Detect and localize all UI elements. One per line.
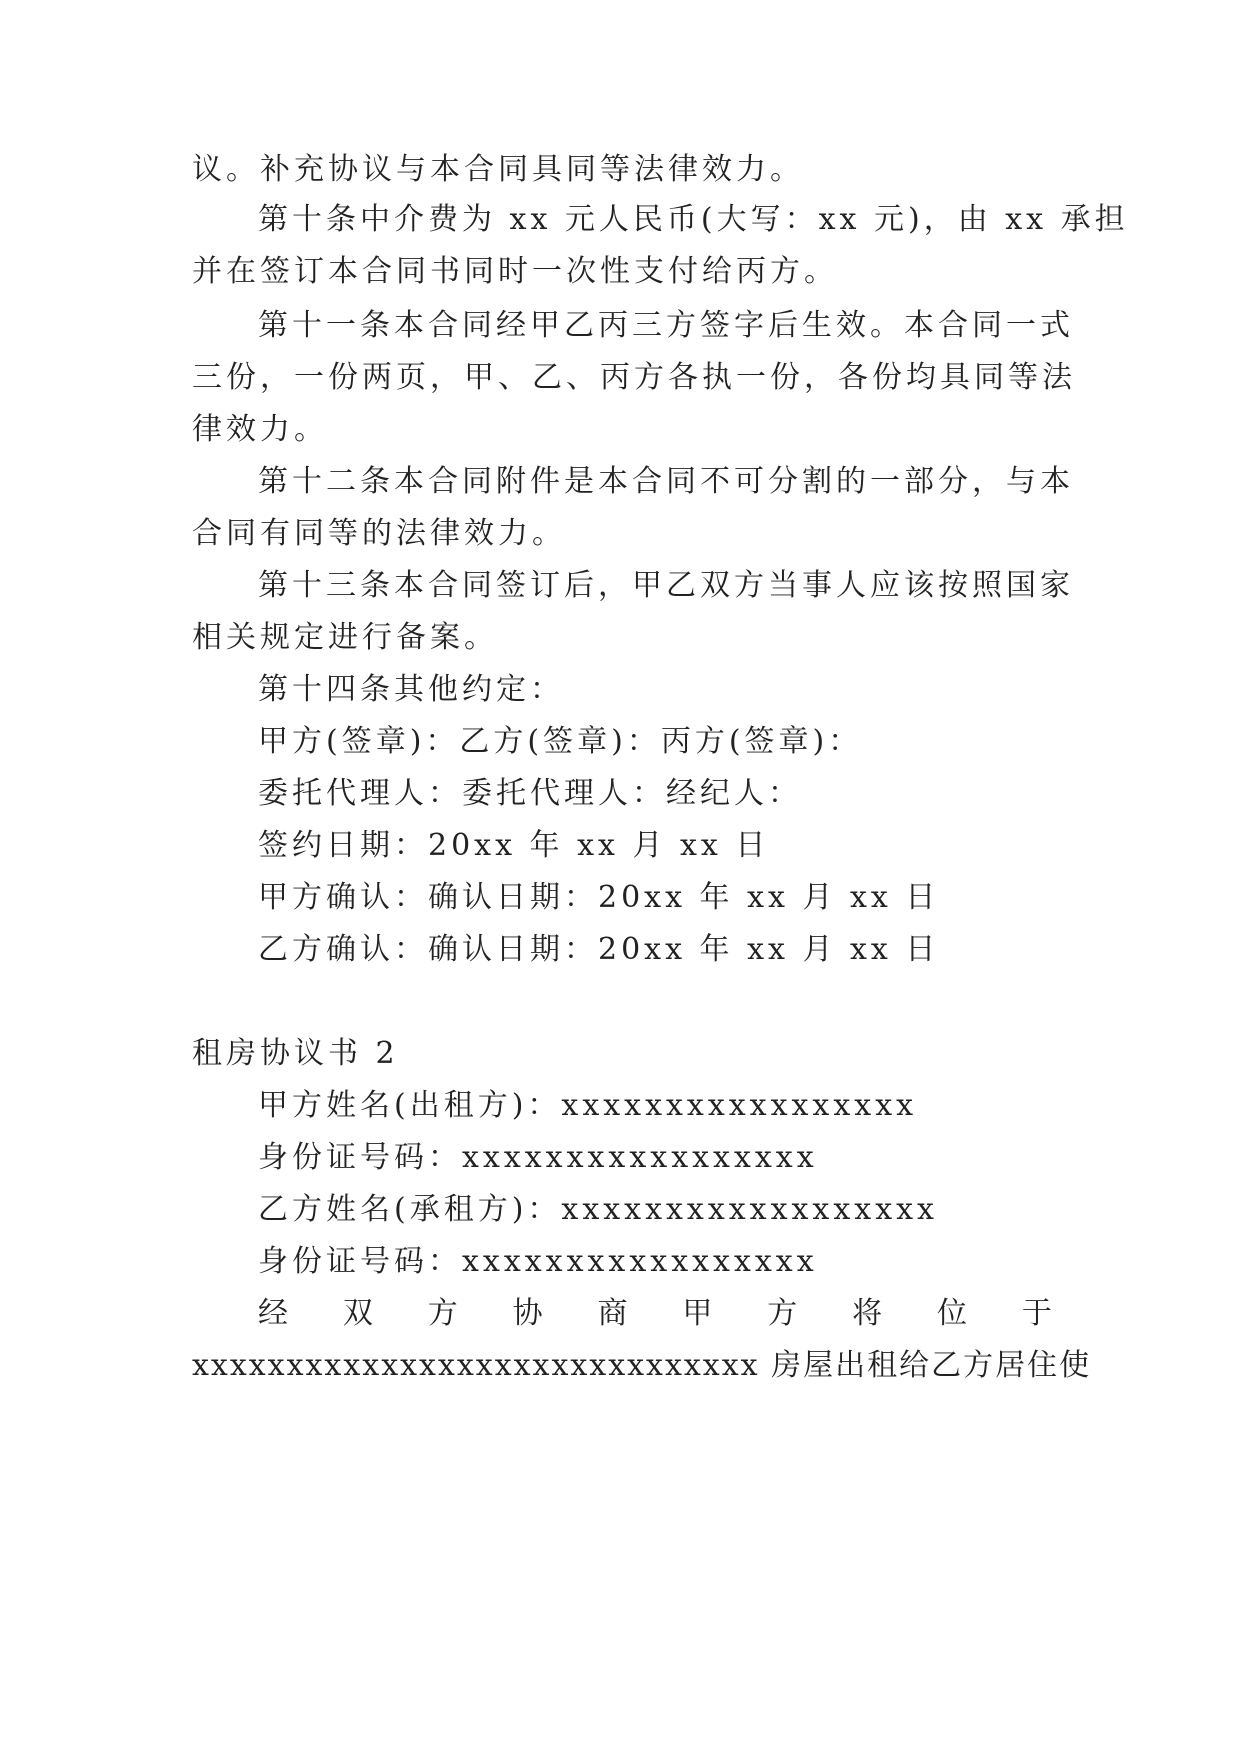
lessee-name-line: 乙方姓名(承租方)：xxxxxxxxxxxxxxxxxx <box>258 1192 938 1227</box>
paragraph-line: 第十条中介费为 xx 元人民币(大写：xx 元)，由 xx 承担 <box>258 202 1129 237</box>
agent-line: 委托代理人：委托代理人：经纪人： <box>258 776 802 811</box>
spread-char: 商 <box>597 1296 628 1331</box>
spread-char: 甲 <box>682 1296 713 1331</box>
justified-line <box>258 1294 1052 1334</box>
paragraph-line: 第十三条本合同签订后，甲乙双方当事人应该按照国家 <box>258 568 1074 603</box>
paragraph-line: 议。补充协议与本合同具同等法律效力。 <box>192 152 804 187</box>
spread-char: 方 <box>427 1296 458 1331</box>
paragraph-line: 相关规定进行备案。 <box>192 620 498 655</box>
spread-char: 双 <box>342 1296 373 1331</box>
party-b-confirm-line: 乙方确认：确认日期：20xx 年 xx 月 xx 日 <box>258 932 940 967</box>
section-title: 租房协议书 2 <box>192 1036 399 1071</box>
spread-char: 位 <box>937 1296 967 1331</box>
paragraph-line: 合同有同等的法律效力。 <box>192 516 566 551</box>
date-line: 签约日期：20xx 年 xx 月 xx 日 <box>258 828 770 863</box>
lessor-id-line: 身份证号码：xxxxxxxxxxxxxxxxx <box>258 1140 818 1175</box>
signature-line: 甲方(签章)：乙方(签章)：丙方(签章)： <box>258 724 863 759</box>
paragraph-line: 第十一条本合同经甲乙丙三方签字后生效。本合同一式 <box>258 308 1074 343</box>
paragraph-line: 律效力。 <box>192 412 328 447</box>
party-a-confirm-line: 甲方确认：确认日期：20xx 年 xx 月 xx 日 <box>258 880 940 915</box>
lessee-id-line: 身份证号码：xxxxxxxxxxxxxxxxx <box>258 1244 818 1279</box>
paragraph-line: 并在签订本合同书同时一次性支付给丙方。 <box>192 254 838 289</box>
spread-char: 协 <box>512 1296 543 1331</box>
spread-char: 将 <box>852 1296 883 1331</box>
spread-char: 经 <box>258 1296 288 1331</box>
paragraph-line: 第十四条其他约定： <box>258 672 564 707</box>
paragraph-line: 三份，一份两页，甲、乙、丙方各执一份，各份均具同等法 <box>192 360 1076 395</box>
spread-char: 于 <box>1021 1296 1052 1331</box>
spread-char: 方 <box>767 1296 798 1331</box>
paragraph-line: xxxxxxxxxxxxxxxxxxxxxxxxxxxxxx 房屋出租给乙方居住使 <box>192 1348 1092 1383</box>
paragraph-line: 第十二条本合同附件是本合同不可分割的一部分，与本 <box>258 464 1074 499</box>
lessor-name-line: 甲方姓名(出租方)：xxxxxxxxxxxxxxxxx <box>258 1088 918 1123</box>
